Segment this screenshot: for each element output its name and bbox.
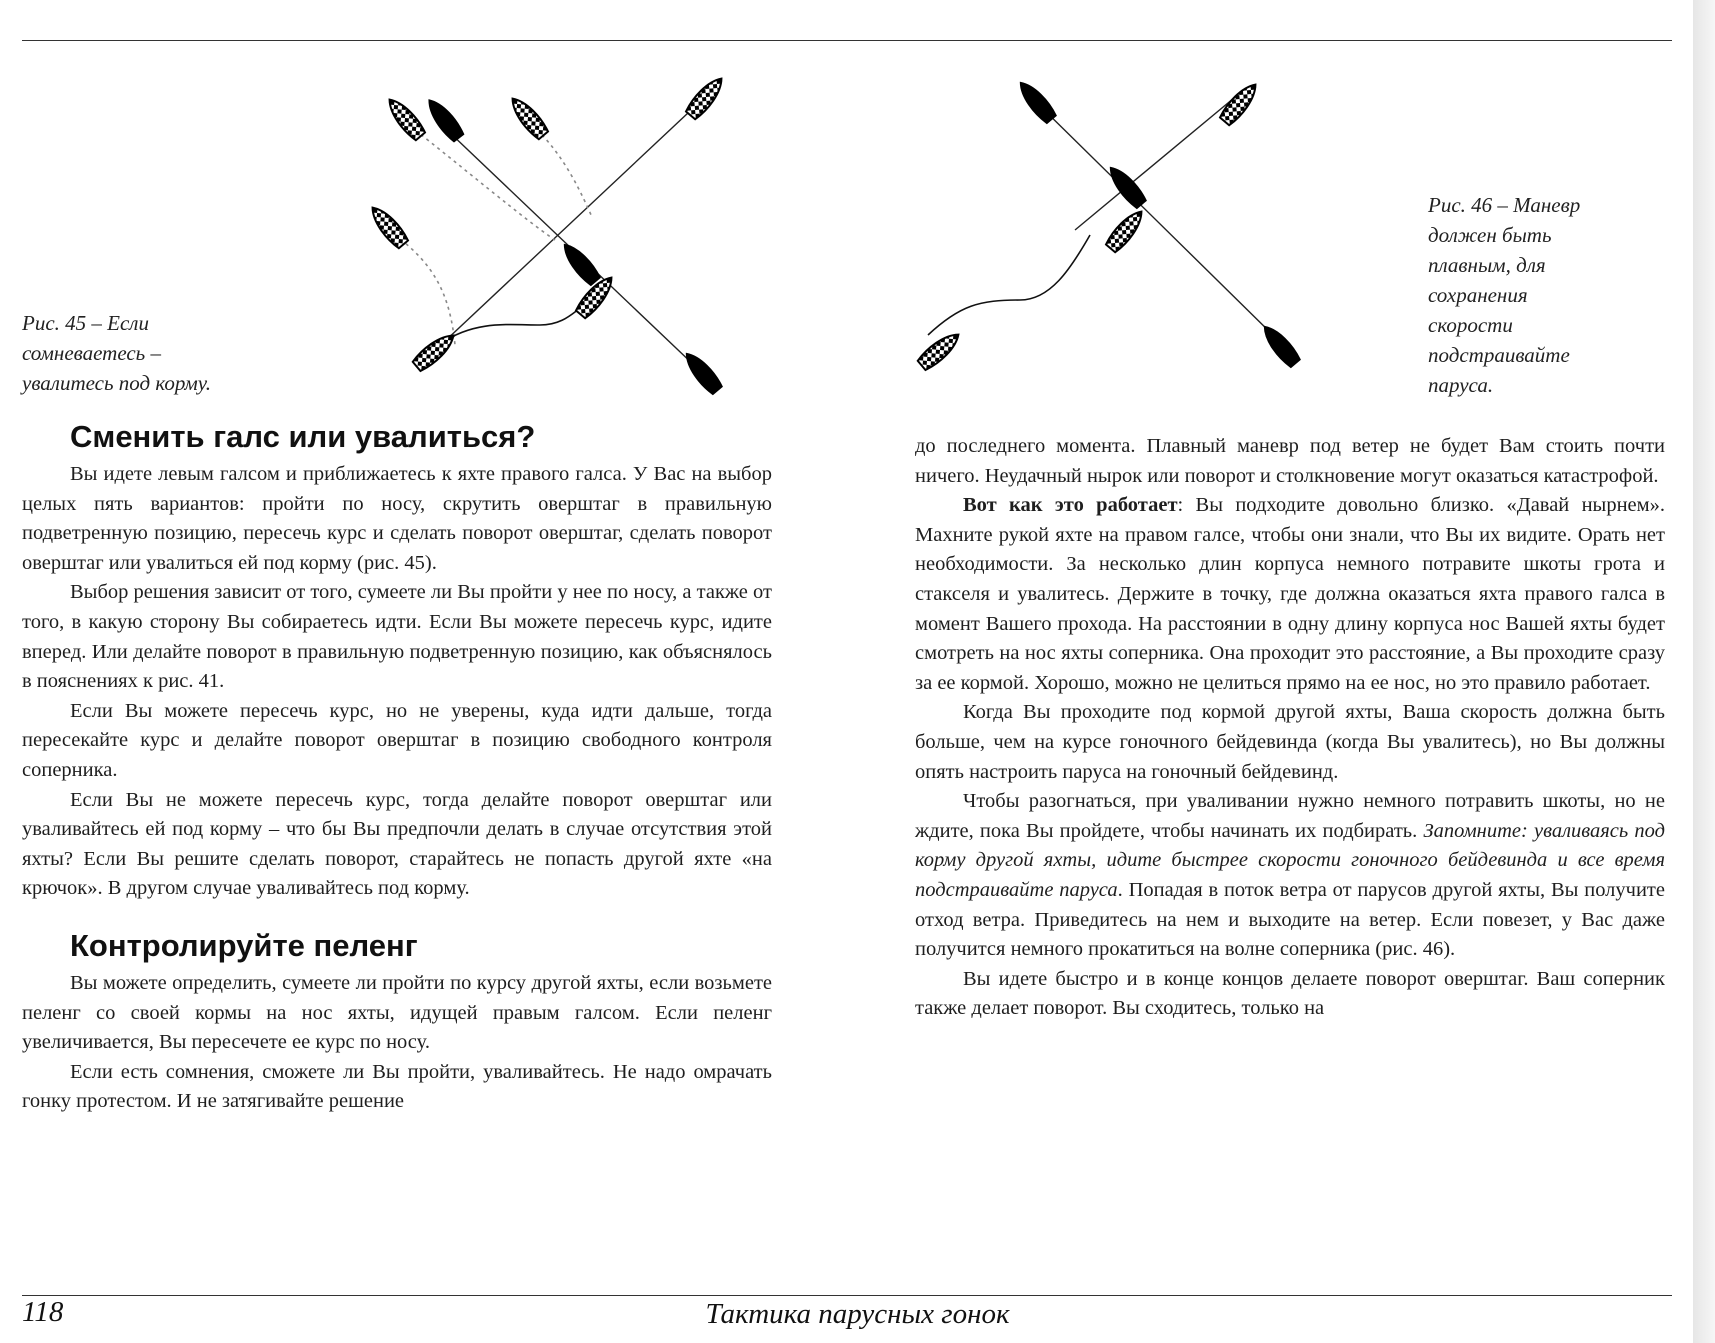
port-tack-track [1075, 93, 1240, 230]
running-title: Тактика парусных гонок [705, 1298, 1010, 1330]
paragraph-text: : Вы подходите довольно близко. «Давай нырнем». Махните рукой яхте на правом галсе, чтобы они знали, что Вы их видите. Орать нет необходимости. За несколько длин корпуса немного потравите шкоты грота и стакселя и увалитесь. Держите в точку, где должна оказаться яхта правого галса в момент Вашего прохода. На расстоянии в одну длину корпуса нос Вашей яхты будет смотреть на нос яхты соперника. Она проходит это расстояние, а Вы проходите сразу за ее кормой. Хорошо, можно не целиться прямо на ее нос, но это правило работает. [915, 494, 1666, 694]
starboard-tack-track [1032, 98, 1278, 340]
top-rule [22, 40, 1672, 41]
paragraph: Вы идете быстро и в конце концов делаете поворот оверштаг. Ваш соперник также делает поворот. Вы сходитесь, только на [915, 967, 1665, 1020]
checkered-boat-icon [411, 329, 458, 372]
caption-line: паруса. [1428, 373, 1494, 397]
caption-line: подстраивайте [1428, 343, 1570, 367]
paragraph: Вы можете определить, сумеете ли пройти по курсу другой яхты, если возьмете пеленг со своей кормы на нос яхты, идущей правым галсом. Если пеленг увеличивается, Вы пересечете ее курс по носу. [22, 971, 772, 1054]
dotted-path-1 [410, 126, 555, 240]
paragraph [915, 491, 1665, 698]
checkered-boat-icon [916, 328, 963, 371]
black-boat-icon [1014, 77, 1057, 124]
bottom-rule [22, 1295, 1672, 1296]
right-text-column [915, 432, 1665, 1024]
caption-line: Рис. 46 – Маневр [1428, 193, 1581, 217]
bear-away-path [928, 235, 1090, 335]
paragraph: Если Вы можете пересечь курс, но не уверены, куда идти дальше, тогда пересекайте курс и делайте поворот оверштаг в позицию свободного контроля соперника. [22, 699, 772, 781]
caption-line: сохранения [1428, 283, 1528, 307]
caption-line: Рис. 45 – Если [22, 311, 149, 335]
lead-in-bold: Вот как это работает [963, 494, 1178, 517]
paragraph [915, 787, 1665, 965]
paragraph: Если Вы не можете пересечь курс, тогда делайте поворот оверштаг или уваливайтесь ей под корму – что бы Вы предпочли делать в случае отсутствия этой яхты? Если Вы решите сделать поворот, старайтесь не попасть другой яхте «на крючок». В другом случае уваливайтесь под корму. [22, 788, 772, 900]
figure-46-caption [1428, 190, 1580, 400]
dotted-path-2 [532, 125, 592, 217]
checkered-boat-icon [1104, 206, 1147, 253]
page-number: 118 [22, 1296, 64, 1328]
checkered-boat-icon [383, 94, 426, 141]
checkered-boat-icon [1218, 79, 1261, 126]
paragraph: Если есть сомнения, сможете ли Вы пройти, уваливайтесь. Не надо омрачать гонку протестом. И не затягивайте решение [22, 1060, 772, 1113]
paragraph: до последнего момента. Плавный маневр под ветер не будет Вам стоить почти ничего. Неудачный нырок или поворот и столкновение могут оказаться катастрофой. [915, 435, 1665, 487]
figure-45-diagram [360, 55, 810, 430]
section-heading: Сменить галс или увалиться? [70, 419, 536, 454]
caption-line: плавным, для [1428, 253, 1546, 277]
black-boat-icon [1258, 321, 1301, 368]
paragraph: Вы идете левым галсом и приближаетесь к яхте правого галса. У Вас на выбор целых пять вариантов: пройти по носу, скрутить оверштаг в правильную подветренную позицию, пересечь курс и сделать поворот оверштаг, сделать поворот оверштаг или увалиться ей под корму (рис. 45). [22, 463, 772, 574]
figure-45-caption [22, 308, 211, 398]
checkered-boat-icon [506, 93, 549, 140]
caption-line: сомневаетесь – [22, 341, 161, 365]
paragraph-text: . Попадая в поток ветра от парусов другой яхты, Вы получите отход ветра. Приведитесь на нем и выходите на ветер. Если повезет, у Вас даже получится немного прокатиться на волне соперника (рис. 46). [915, 878, 1665, 961]
black-boat-icon [558, 239, 601, 286]
figure-46-diagram [900, 55, 1340, 400]
emphasis-text: Запомните: уваливаясь под корму другой яхты, идите быстрее скорости гоночного бейдевинда и все время подстраивайте паруса [915, 819, 1666, 901]
paragraph-text: Чтобы разогнаться, при уваливании нужно немного потравить шкоты, но не ждите, пока Вы пройдете, чтобы начинать их подбирать. [915, 790, 1665, 842]
section-heading: Контролируйте пеленг [70, 927, 418, 963]
paragraph: Выбор решения зависит от того, сумеете ли Вы пройти у нее по носу, а также от того, в какую сторону Вы собираетесь идти. Если Вы можете пересечь курс, идите вперед. Или делайте поворот в правильную подветренную позицию, как объяснялось в пояснениях к рис. 41. [22, 581, 772, 693]
dotted-path-3 [395, 235, 455, 345]
black-boat-icon [423, 95, 466, 143]
checkered-boat-icon [684, 73, 727, 120]
black-boat-icon [680, 348, 723, 395]
page-gutter-shadow [1693, 0, 1715, 1343]
caption-line: скорости [1428, 313, 1513, 337]
checkered-boat-icon [366, 202, 409, 249]
black-boat-icon [1104, 162, 1147, 209]
left-text-column [22, 417, 772, 1117]
paragraph: Когда Вы проходите под кормой другой яхты, Ваша скорость должна быть больше, чем на курсе гоночного бейдевинда (когда Вы увалитесь), но Вы должны опять настроить паруса на гоночный бейдевинд. [915, 701, 1665, 783]
caption-line: увалитесь под корму. [22, 371, 212, 395]
caption-line: должен быть [1428, 223, 1552, 247]
